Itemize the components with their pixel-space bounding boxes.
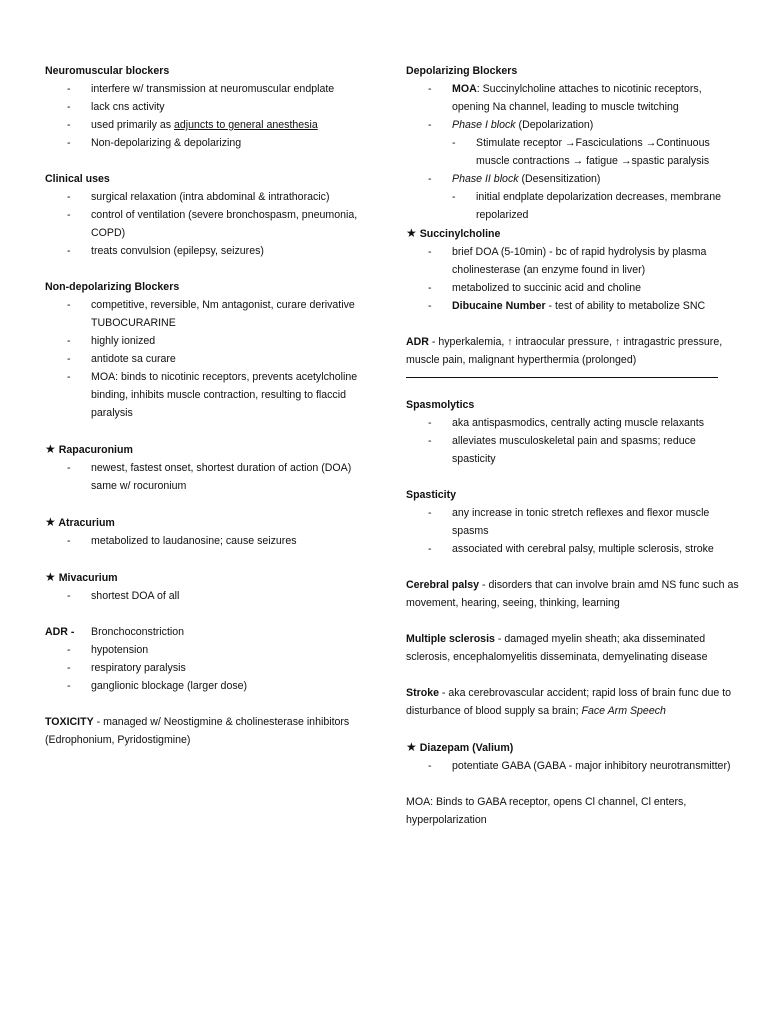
- phase2-label: Phase II block: [452, 173, 519, 185]
- dibucaine-label: Dibucaine Number: [452, 300, 546, 312]
- list-item: - potentiate GABA (GABA - major inhibitory neurotransmitter): [452, 757, 741, 775]
- heading-text: Atracurium: [58, 517, 115, 529]
- phase1-sublist: [406, 134, 741, 170]
- nondepol-heading: Non-depolarizing Blockers: [45, 281, 180, 293]
- dibucaine-text: - test of ability to metabolize SNC: [545, 300, 706, 312]
- left-column: [45, 62, 375, 749]
- list-item: [452, 170, 741, 188]
- list-item: - interfere w/ transmission at neuromuscular endplate: [91, 80, 375, 98]
- list-item: - treats convulsion (epilepsy, seizures): [91, 242, 375, 260]
- list-item: - brief DOA (5-10min) - bc of rapid hydrolysis by plasma cholinesterase (an enzyme found in liver): [452, 243, 741, 279]
- list-item-text: used primarily as: [91, 119, 175, 131]
- heading-text: Succinylcholine: [419, 228, 501, 240]
- right-column: [406, 62, 741, 829]
- adr-label: ADR: [406, 336, 429, 348]
- phase1-rest: (Depolarization): [515, 119, 594, 131]
- list-item: - initial endplate depolarization decreases, membrane repolarized: [476, 188, 741, 224]
- adr-row: [45, 623, 375, 641]
- stroke-italic: Face Arm Speech: [581, 705, 666, 717]
- list-item: - hypotension: [91, 641, 375, 659]
- list-item: - antidote sa curare: [91, 350, 375, 368]
- list-item: - MOA: binds to nicotinic receptors, prevents acetylcholine binding, inhibits muscle contraction, resulting to flaccid paralysis: [91, 368, 375, 422]
- list-item: - newest, fastest onset, shortest duration of action (DOA) same w/ rocuronium: [91, 459, 375, 495]
- multiple-sclerosis-label: Multiple sclerosis: [406, 633, 495, 645]
- list-item: - metabolized to succinic acid and choline: [452, 279, 741, 297]
- heading-text: Mivacurium: [58, 572, 118, 584]
- list-item: [91, 116, 375, 134]
- list-item: [452, 297, 741, 315]
- list-item: - competitive, reversible, Nm antagonist, curare derivative TUBOCURARINE: [91, 296, 375, 332]
- list-item: - aka antispasmodics, centrally acting muscle relaxants: [452, 414, 741, 432]
- list-item: - associated with cerebral palsy, multiple sclerosis, stroke: [452, 540, 741, 558]
- atracurium-list: [45, 532, 375, 550]
- atracurium-heading: [45, 513, 375, 532]
- moa-label: MOA: [452, 83, 477, 95]
- clinical-uses-list: [45, 188, 375, 260]
- star-icon: ★: [45, 442, 56, 456]
- list-item: - alleviates musculoskeletal pain and spasms; reduce spasticity: [452, 432, 741, 468]
- heading-text: Diazepam (Valium): [419, 742, 514, 754]
- star-icon: ★: [45, 570, 56, 584]
- clinical-uses-heading: Clinical uses: [45, 173, 110, 185]
- stroke-label: Stroke: [406, 687, 439, 699]
- toxicity-text: - managed w/ Neostigmine & cholinesterase inhibitors (Edrophonium, Pyridostigmine): [45, 716, 350, 746]
- adr-text: - hyperkalemia, ↑ intraocular pressure, ↑ intragastric pressure, muscle pain, malignant hyperthermia (prolonged): [406, 336, 723, 366]
- list-item: - ganglionic blockage (larger dose): [91, 677, 375, 695]
- stroke-paragraph: [406, 684, 741, 720]
- heading-text: Rapacuronium: [58, 444, 133, 456]
- nondepol-list: [45, 296, 375, 422]
- toxicity-paragraph: [45, 713, 375, 749]
- nmb-list: [45, 80, 375, 152]
- diazepam-heading: [406, 738, 741, 757]
- adr-label: ADR -: [45, 626, 75, 638]
- cerebral-palsy-paragraph: [406, 576, 741, 612]
- list-item: - Non-depolarizing & depolarizing: [91, 134, 375, 152]
- list-item: - lack cns activity: [91, 98, 375, 116]
- spasticity-list: [406, 504, 741, 558]
- horizontal-rule: [406, 369, 718, 378]
- multiple-sclerosis-text: - damaged myelin sheath; aka disseminated sclerosis, encephalomyelitis disseminata, demyelinating disease: [406, 633, 708, 663]
- phase1-label: Phase I block: [452, 119, 516, 131]
- diazepam-moa-paragraph: MOA: Binds to GABA receptor, opens Cl channel, Cl enters, hyperpolarization: [406, 796, 687, 826]
- spasmolytics-heading: Spasmolytics: [406, 399, 475, 411]
- star-icon: ★: [45, 515, 56, 529]
- succinylcholine-list: [406, 243, 741, 315]
- list-item: [452, 116, 741, 134]
- mivacurium-list: [45, 587, 375, 605]
- spasticity-heading: Spasticity: [406, 489, 457, 501]
- adr-first: Bronchoconstriction: [91, 626, 185, 638]
- adr-list: [45, 641, 375, 695]
- moa-text: : Succinylcholine attaches to nicotinic receptors, opening Na channel, leading to muscle twitching: [452, 83, 702, 113]
- rapacuronium-heading: [45, 440, 375, 459]
- spasmolytics-list: [406, 414, 741, 468]
- toxicity-label: TOXICITY: [45, 716, 94, 728]
- list-item: [452, 80, 741, 116]
- stroke-text: - aka cerebrovascular accident; rapid loss of brain func due to disturbance of blood supply sa brain;: [406, 687, 732, 717]
- star-icon: ★: [406, 226, 417, 240]
- succinylcholine-heading: [406, 224, 741, 243]
- star-icon: ★: [406, 740, 417, 754]
- list-item: - respiratory paralysis: [91, 659, 375, 677]
- list-item: - Stimulate receptor →Fasciculations →Continuous muscle contractions → fatigue →spastic paralysis: [476, 134, 741, 170]
- cerebral-palsy-text: - disorders that can involve brain amd NS func such as movement, hearing, seeing, thinking, learning: [406, 579, 739, 609]
- cerebral-palsy-label: Cerebral palsy: [406, 579, 480, 591]
- phase2-sublist: [406, 188, 741, 224]
- depol-list: [406, 80, 741, 134]
- list-item: - any increase in tonic stretch reflexes and flexor muscle spasms: [452, 504, 741, 540]
- list-item: - shortest DOA of all: [91, 587, 375, 605]
- list-item: - control of ventilation (severe bronchospasm, pneumonia, COPD): [91, 206, 375, 242]
- nmb-heading: Neuromuscular blockers: [45, 65, 170, 77]
- mivacurium-heading: [45, 568, 375, 587]
- multiple-sclerosis-paragraph: [406, 630, 741, 666]
- underlined-text: adjuncts to general anesthesia: [174, 119, 318, 131]
- list-item: - surgical relaxation (intra abdominal & intrathoracic): [91, 188, 375, 206]
- phase2-rest: (Desensitization): [518, 173, 601, 185]
- rapacuronium-list: [45, 459, 375, 495]
- adr-paragraph: [406, 333, 741, 369]
- list-item: - metabolized to laudanosine; cause seizures: [91, 532, 375, 550]
- depol-list-2: [406, 170, 741, 188]
- diazepam-list: [406, 757, 741, 775]
- depol-heading: Depolarizing Blockers: [406, 65, 518, 77]
- list-item: - highly ionized: [91, 332, 375, 350]
